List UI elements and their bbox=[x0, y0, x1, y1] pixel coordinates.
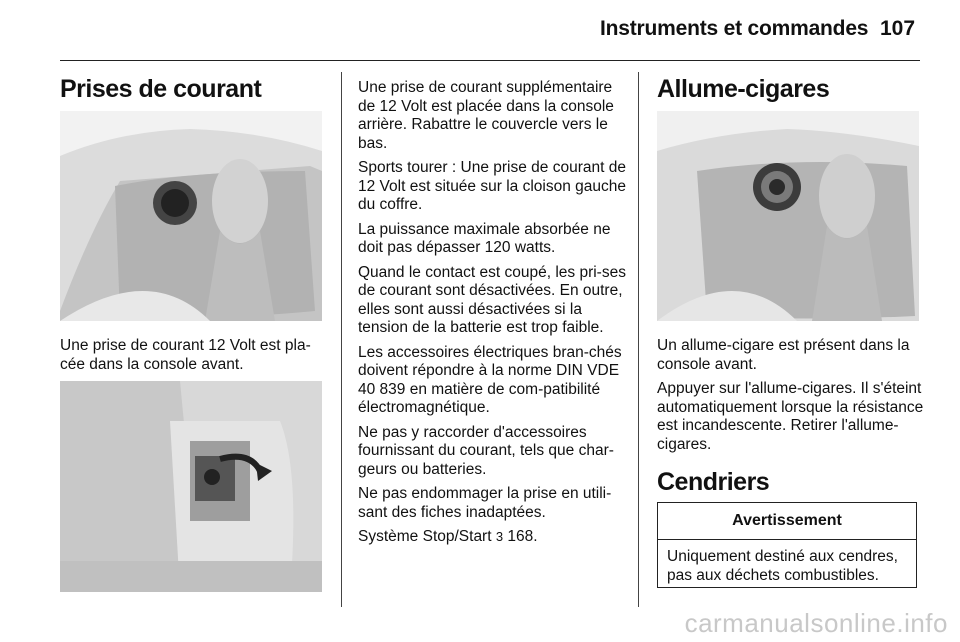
column-divider-2 bbox=[638, 72, 639, 607]
paragraph: La puissance maximale absorbée ne doit pas dépasser 120 watts. bbox=[358, 220, 611, 256]
watermark: carmanualsonline.info bbox=[684, 608, 948, 638]
paragraph: Une prise de courant 12 Volt est pla-cée dans la console avant. bbox=[60, 337, 311, 373]
photo-front-outlet bbox=[60, 111, 322, 321]
header-title: Instruments et commandes bbox=[600, 17, 869, 40]
column-divider-1 bbox=[341, 72, 342, 607]
section-heading-cigarette-lighter: Allume-cigares bbox=[657, 75, 830, 103]
photo-cigarette-lighter bbox=[657, 111, 919, 321]
crossref-page-link[interactable]: 168. bbox=[507, 528, 538, 545]
crossref-paragraph bbox=[358, 528, 626, 547]
paragraph: Ne pas endommager la prise en utili-sant des fiches inadaptées. bbox=[358, 485, 612, 521]
section-heading-power-outlets: Prises de courant bbox=[60, 75, 262, 103]
paragraph: Ne pas y raccorder d'accessoires fournissant du courant, tels que char-geurs ou batteries. bbox=[358, 423, 614, 478]
paragraph: Sports tourer : Une prise de courant de 12 Volt est située sur la cloison gauche du coffre. bbox=[358, 159, 626, 213]
paragraph: Les accessoires électriques bran-chés doivent répondre à la norme DIN VDE 40 839 en matière de com-patibilité électromagnétique. bbox=[358, 343, 622, 416]
crossref-arrow-icon: 3 bbox=[495, 529, 504, 544]
crossref-text: Système Stop/Start bbox=[358, 528, 492, 545]
paragraph: Une prise de courant supplémentaire de 12 Volt est placée dans la console arrière. Rabattre le couvercle vers le bas. bbox=[358, 79, 614, 152]
warning-title: Avertissement bbox=[658, 503, 916, 540]
paragraph: Un allume-cigare est présent dans la console avant. bbox=[657, 337, 910, 373]
section-heading-ashtrays: Cendriers bbox=[657, 468, 770, 496]
paragraph: Appuyer sur l'allume-cigares. Il s'éteint automatiquement lorsque la résistance est incandescente. Retirer l'allume-cigares. bbox=[657, 380, 924, 453]
warning-box bbox=[657, 502, 917, 588]
header-rule bbox=[60, 60, 920, 61]
warning-text: Uniquement destiné aux cendres, pas aux déchets combustibles. bbox=[667, 548, 898, 584]
page-number: 107 bbox=[880, 17, 916, 40]
photo-rear-outlet bbox=[60, 381, 322, 592]
paragraph: Quand le contact est coupé, les pri-ses de courant sont désactivées. En outre, elles sont aussi désactivées si la tension de la batterie est trop faible. bbox=[358, 263, 626, 336]
